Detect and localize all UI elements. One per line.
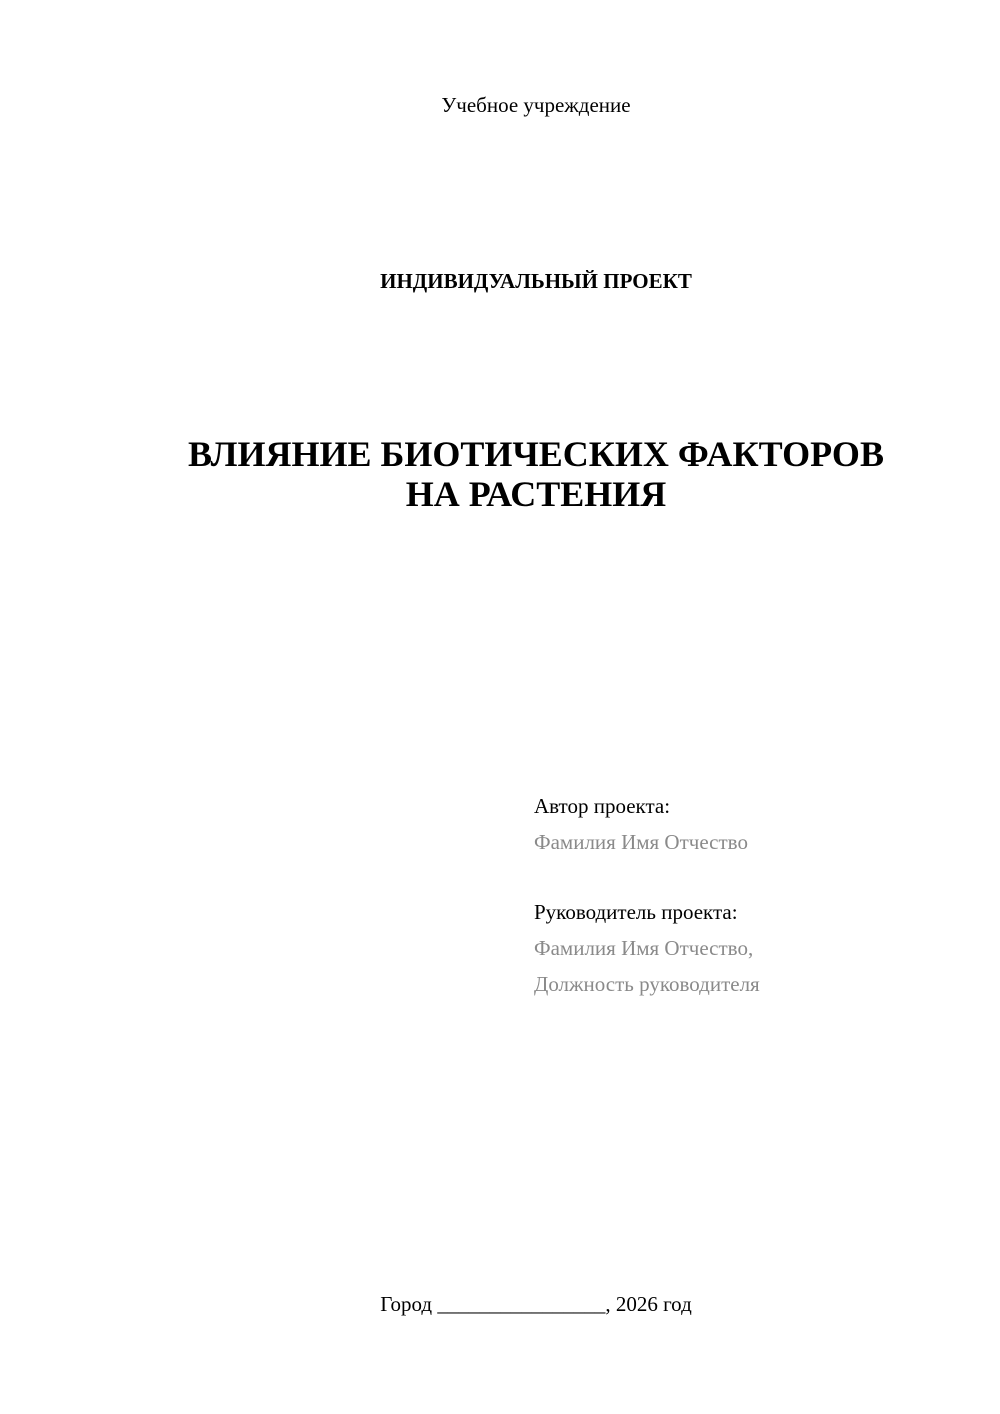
supervisor-name: Фамилия Имя Отчество, xyxy=(534,936,754,960)
institution-name: Учебное учреждение xyxy=(441,93,631,117)
project-title-line-2: НА РАСТЕНИЯ xyxy=(405,474,667,514)
year-text: , 2026 год xyxy=(605,1292,692,1316)
document-type: ИНДИВИДУАЛЬНЫЙ ПРОЕКТ xyxy=(380,269,692,293)
author-label: Автор проекта: xyxy=(534,794,671,818)
city-blank: ________________ xyxy=(437,1292,606,1316)
project-credits xyxy=(534,788,974,1002)
supervisor-label: Руководитель проекта: xyxy=(534,900,738,924)
project-title-line-1: ВЛИЯНИЕ БИОТИЧЕСКИХ ФАКТОРОВ xyxy=(188,434,884,474)
credits-spacer xyxy=(534,860,974,894)
supervisor-position: Должность руководителя xyxy=(534,972,760,996)
project-title xyxy=(0,434,1000,514)
city-year-line xyxy=(0,1290,1000,1318)
author-name: Фамилия Имя Отчество xyxy=(534,830,748,854)
city-label: Город xyxy=(380,1292,433,1316)
